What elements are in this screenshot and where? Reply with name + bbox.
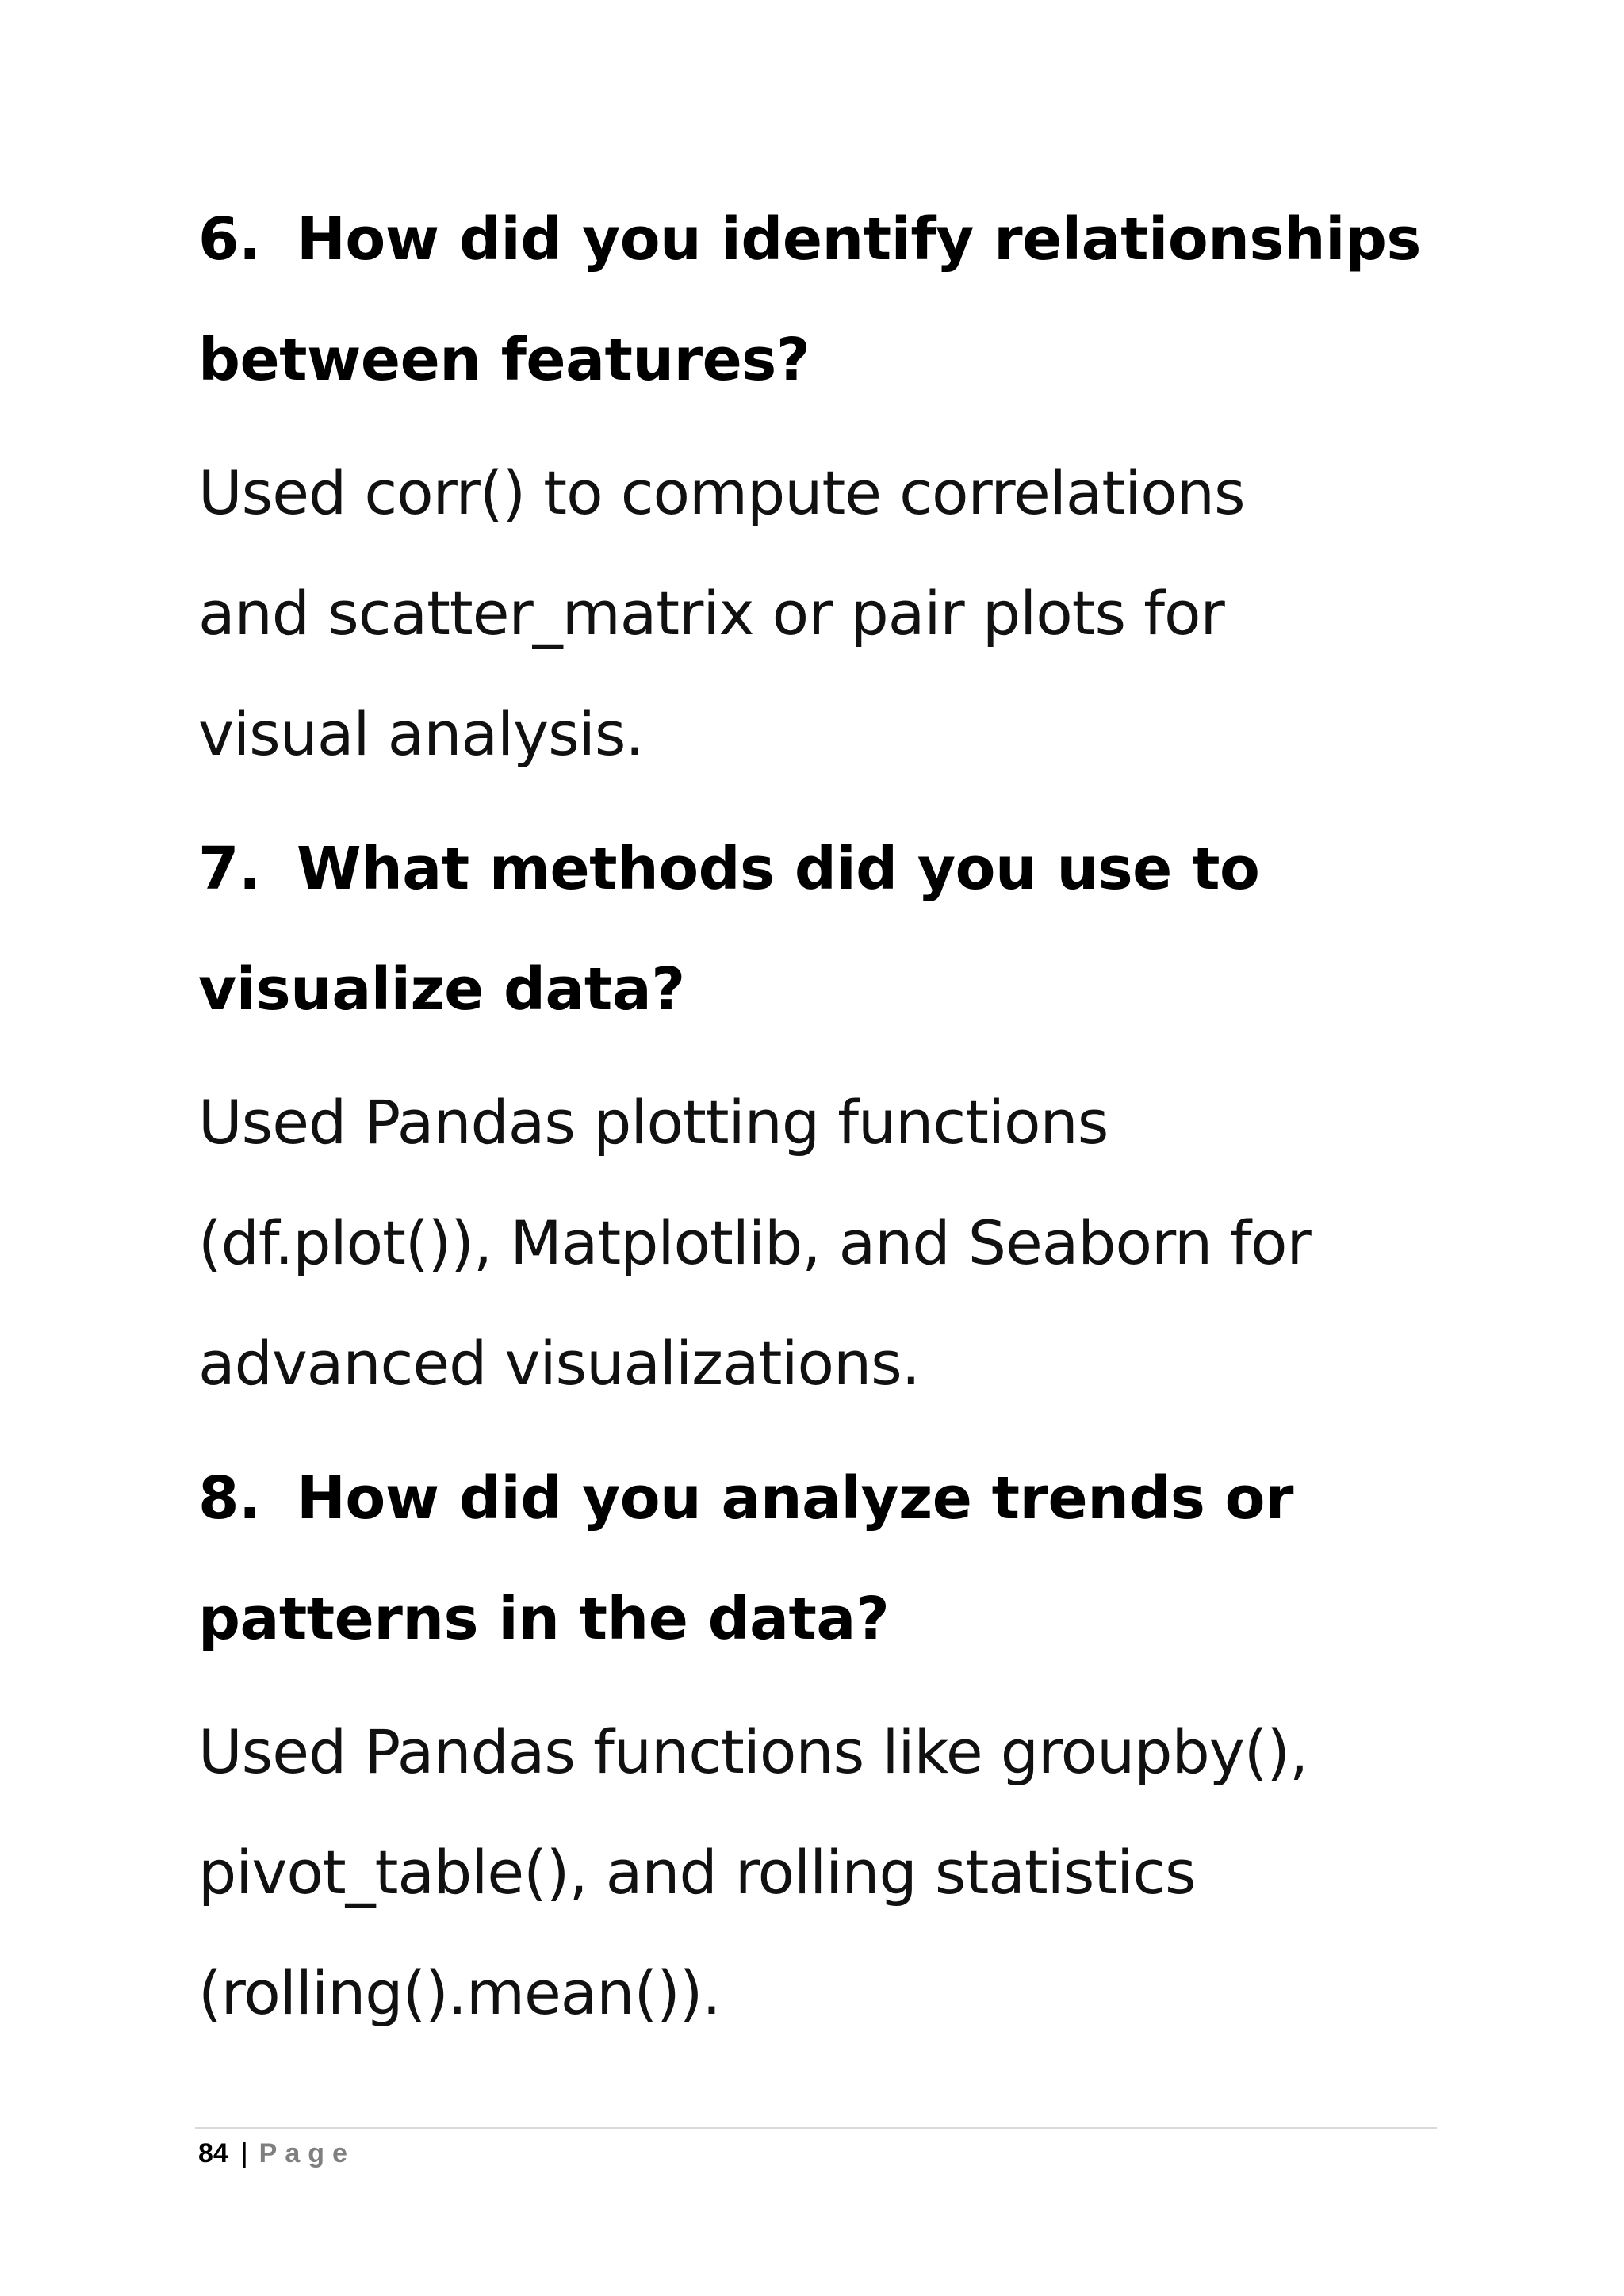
answer-line: (df.plot()), Matplotlib, and Seaborn for bbox=[198, 1207, 1311, 1278]
answer-line: Used corr() to compute correlations bbox=[198, 457, 1245, 528]
question-number: 8. bbox=[198, 1464, 261, 1533]
answer-text bbox=[198, 1692, 1435, 2053]
question-number: 7. bbox=[198, 835, 261, 903]
question-heading bbox=[198, 809, 1435, 1050]
question-line: patterns in the data? bbox=[198, 1585, 890, 1653]
answer-line: Used Pandas plotting functions bbox=[198, 1087, 1109, 1158]
answer-text bbox=[198, 433, 1435, 794]
page-label: Page bbox=[259, 2138, 355, 2168]
question-text bbox=[198, 1438, 1435, 1679]
answer-line: Used Pandas functions like groupby(), bbox=[198, 1716, 1308, 1787]
qa-item-6 bbox=[198, 179, 1435, 794]
question-heading bbox=[198, 179, 1435, 420]
answer-text bbox=[198, 1062, 1435, 1424]
qa-item-8 bbox=[198, 1438, 1435, 2053]
page-footer bbox=[198, 2136, 355, 2171]
answer-line: (rolling().mean()). bbox=[198, 1957, 721, 2028]
question-line: How did you identify relationships bbox=[297, 205, 1421, 274]
footer-divider bbox=[195, 2127, 1437, 2129]
question-text bbox=[198, 809, 1435, 1050]
footer-separator: | bbox=[240, 2138, 248, 2168]
question-line: What methods did you use to bbox=[297, 835, 1260, 903]
answer-line: advanced visualizations. bbox=[198, 1328, 920, 1399]
question-line: visualize data? bbox=[198, 955, 685, 1024]
qa-item-7 bbox=[198, 809, 1435, 1424]
page-content bbox=[198, 179, 1435, 2068]
answer-line: pivot_table(), and rolling statistics bbox=[198, 1837, 1196, 1908]
question-line: How did you analyze trends or bbox=[297, 1464, 1294, 1533]
question-line: between features? bbox=[198, 326, 810, 394]
question-number: 6. bbox=[198, 205, 261, 274]
question-text bbox=[198, 179, 1435, 420]
page-number: 84 bbox=[198, 2138, 228, 2168]
question-heading bbox=[198, 1438, 1435, 1679]
answer-line: visual analysis. bbox=[198, 698, 644, 769]
answer-line: and scatter_matrix or pair plots for bbox=[198, 578, 1224, 649]
